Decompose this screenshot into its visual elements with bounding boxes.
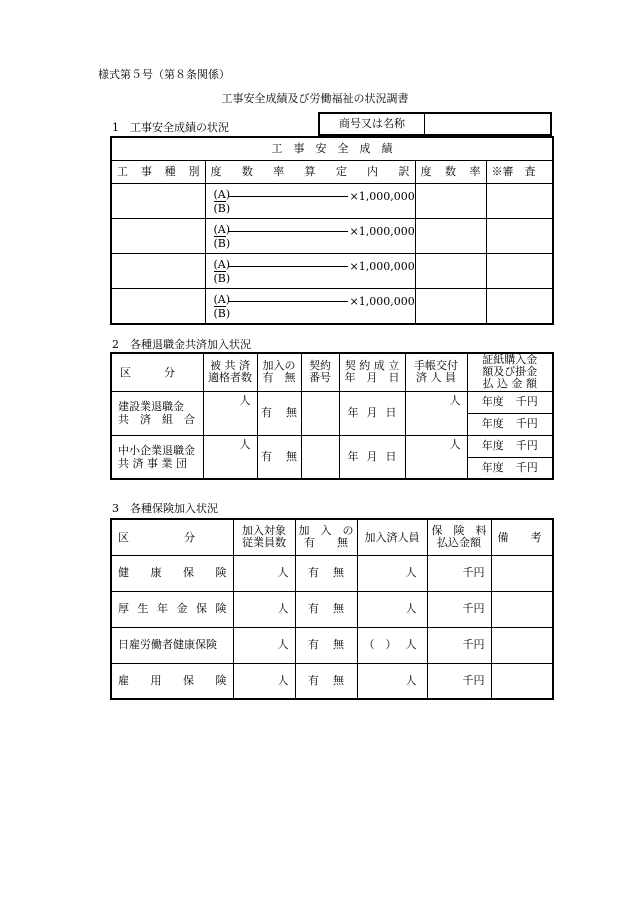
col-kubun: 区 分 xyxy=(111,519,233,555)
insurance-kubun: 健 康 保 険 xyxy=(111,555,233,591)
target-employees-field[interactable]: 人 xyxy=(233,663,295,699)
retirement-kubun: 建設業退職金 共 済 組 合 xyxy=(111,391,203,435)
insurance-kubun: 厚 生 年 金 保 険 xyxy=(111,591,233,627)
fraction-denominator: (B) xyxy=(213,236,231,250)
book-issued-field[interactable]: 人 xyxy=(405,435,467,479)
page-title: 工事安全成績及び労働福祉の状況調書 xyxy=(221,92,409,105)
members-field[interactable]: 人 xyxy=(357,663,427,699)
col-members: 加入済人員 xyxy=(357,519,427,555)
calc-cell xyxy=(205,253,415,288)
remarks-field[interactable] xyxy=(491,663,553,699)
company-name-box xyxy=(318,112,552,136)
multiplier: ×1,000,000 xyxy=(349,224,415,238)
fraction-denominator: (B) xyxy=(213,201,231,215)
col-frequency-rate: 度 数 率 xyxy=(415,160,486,183)
stamp-amount-field[interactable]: 年度 千円 xyxy=(467,391,553,413)
target-employees-field[interactable]: 人 xyxy=(233,627,295,663)
members-field[interactable]: 人 xyxy=(357,591,427,627)
retirement-row xyxy=(111,435,553,457)
fraction-denominator: (B) xyxy=(213,306,231,320)
calc-cell xyxy=(205,288,415,324)
work-type-field[interactable] xyxy=(111,183,205,218)
remarks-field[interactable] xyxy=(491,591,553,627)
safety-table-title: 工 事 安 全 成 績 xyxy=(111,137,553,160)
fraction-numerator: (A) xyxy=(213,187,231,201)
section3-heading: 3 各種保険加入状況 xyxy=(112,502,218,515)
fraction-denominator: (B) xyxy=(213,271,231,285)
insurance-row xyxy=(111,591,553,627)
book-issued-field[interactable]: 人 xyxy=(405,391,467,435)
target-employees-field[interactable]: 人 xyxy=(233,555,295,591)
retirement-table xyxy=(110,352,554,480)
premium-field[interactable]: 千円 xyxy=(427,663,491,699)
stamp-amount-field[interactable]: 年度 千円 xyxy=(467,413,553,435)
members-field[interactable]: （ ） 人 xyxy=(357,627,427,663)
multiplier: ×1,000,000 xyxy=(349,189,415,203)
col-contract-no: 契約 番号 xyxy=(301,353,339,391)
joined-field[interactable]: 有 無 xyxy=(295,663,357,699)
contract-date-field[interactable]: 年 月 日 xyxy=(339,435,405,479)
joined-field[interactable]: 有 無 xyxy=(295,627,357,663)
company-name-field[interactable] xyxy=(425,113,552,135)
remarks-field[interactable] xyxy=(491,627,553,663)
joined-field[interactable]: 有 無 xyxy=(295,591,357,627)
joined-field[interactable]: 有 無 xyxy=(295,555,357,591)
col-premium: 保 険 料 払込金額 xyxy=(427,519,491,555)
work-type-field[interactable] xyxy=(111,253,205,288)
col-work-type: 工 事 種 別 xyxy=(111,160,205,183)
company-name-label: 商号又は名称 xyxy=(319,113,425,135)
fraction-numerator: (A) xyxy=(213,257,231,271)
col-kubun: 区 分 xyxy=(111,353,203,391)
contract-no-field[interactable] xyxy=(301,391,339,435)
insurance-kubun: 雇 用 保 険 xyxy=(111,663,233,699)
rate-field[interactable] xyxy=(415,288,486,324)
multiplier: ×1,000,000 xyxy=(349,259,415,273)
joined-field[interactable]: 有 無 xyxy=(257,435,301,479)
col-calc-breakdown: 度 数 率 算 定 内 訳 xyxy=(205,160,415,183)
safety-row xyxy=(111,288,553,324)
fraction-numerator: (A) xyxy=(213,292,231,306)
multiplier: ×1,000,000 xyxy=(349,294,415,308)
contract-date-field[interactable]: 年 月 日 xyxy=(339,391,405,435)
stamp-amount-field[interactable]: 年度 千円 xyxy=(467,435,553,457)
eligible-field[interactable]: 人 xyxy=(203,391,257,435)
safety-row xyxy=(111,218,553,253)
premium-field[interactable]: 千円 xyxy=(427,627,491,663)
section1-heading: 1 工事安全成績の状況 xyxy=(112,121,229,134)
insurance-table xyxy=(110,518,554,700)
joined-field[interactable]: 有 無 xyxy=(257,391,301,435)
insurance-row xyxy=(111,663,553,699)
col-review: ※審 査 xyxy=(486,160,553,183)
eligible-field[interactable]: 人 xyxy=(203,435,257,479)
review-field[interactable] xyxy=(486,218,553,253)
safety-table xyxy=(110,136,554,325)
rate-field[interactable] xyxy=(415,183,486,218)
col-joined: 加入の 有 無 xyxy=(257,353,301,391)
target-employees-field[interactable]: 人 xyxy=(233,591,295,627)
col-remarks: 備 考 xyxy=(491,519,553,555)
col-stamp-amount: 証紙購入金 額及び掛金 払 込 金 額 xyxy=(467,353,553,391)
calc-cell xyxy=(205,218,415,253)
premium-field[interactable]: 千円 xyxy=(427,555,491,591)
col-target-employees: 加入対象 従業員数 xyxy=(233,519,295,555)
remarks-field[interactable] xyxy=(491,555,553,591)
col-joined: 加 入 の 有 無 xyxy=(295,519,357,555)
col-book-issued: 手帳交付 済 人 員 xyxy=(405,353,467,391)
insurance-row xyxy=(111,555,553,591)
safety-row xyxy=(111,253,553,288)
col-contract-date: 契 約 成 立 年 月 日 xyxy=(339,353,405,391)
review-field[interactable] xyxy=(486,183,553,218)
form-number: 様式第５号（第８条関係） xyxy=(98,68,230,81)
review-field[interactable] xyxy=(486,288,553,324)
retirement-kubun: 中小企業退職金 共 済 事 業 団 xyxy=(111,435,203,479)
fraction-numerator: (A) xyxy=(213,222,231,236)
rate-field[interactable] xyxy=(415,253,486,288)
rate-field[interactable] xyxy=(415,218,486,253)
col-eligible: 被 共 済 適格者数 xyxy=(203,353,257,391)
work-type-field[interactable] xyxy=(111,288,205,324)
insurance-kubun: 日雇労働者健康保険 xyxy=(111,627,233,663)
safety-row xyxy=(111,183,553,218)
section2-heading: 2 各種退職金共済加入状況 xyxy=(112,338,251,351)
retirement-row xyxy=(111,391,553,413)
review-field[interactable] xyxy=(486,253,553,288)
stamp-amount-field[interactable]: 年度 千円 xyxy=(467,457,553,479)
insurance-row xyxy=(111,627,553,663)
work-type-field[interactable] xyxy=(111,218,205,253)
premium-field[interactable]: 千円 xyxy=(427,591,491,627)
calc-cell xyxy=(205,183,415,218)
members-field[interactable]: 人 xyxy=(357,555,427,591)
contract-no-field[interactable] xyxy=(301,435,339,479)
